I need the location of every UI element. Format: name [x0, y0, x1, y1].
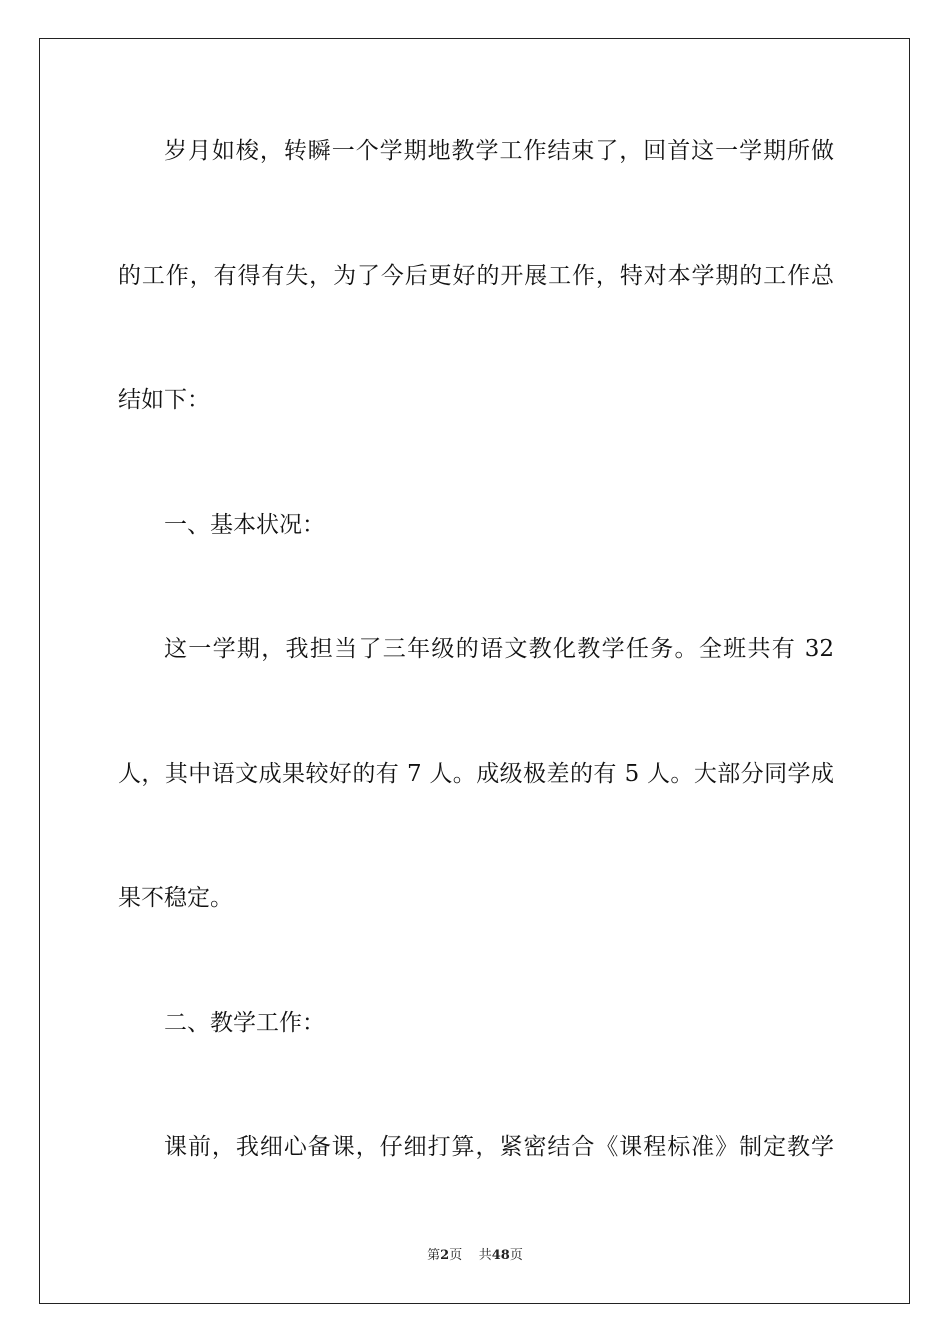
footer-total-suffix: 页 [509, 1248, 523, 1263]
footer-page-number: 2 [440, 1248, 450, 1263]
page-border [39, 38, 910, 1304]
paragraph-line-1: 岁月如梭，转瞬一个学期地教学工作结束了，回首这一学期所做 [164, 138, 834, 164]
paragraph-line-5: 人，其中语文成果较好的有 7 人。成级极差的有 5 人。大部分同学成 [118, 761, 834, 787]
paragraph-line-4: 这一学期，我担当了三年级的语文教化教学任务。全班共有 32 [164, 636, 834, 662]
footer-total-pages: 48 [491, 1248, 510, 1263]
section-heading-1: 一、基本状况： [164, 512, 325, 538]
footer-page-prefix: 第 [427, 1248, 441, 1263]
footer-page-suffix: 页 [449, 1248, 463, 1263]
paragraph-line-2: 的工作，有得有失，为了今后更好的开展工作，特对本学期的工作总 [118, 263, 834, 289]
paragraph-line-6: 果不稳定。 [118, 885, 233, 911]
section-heading-2: 二、教学工作： [164, 1010, 325, 1036]
page-footer [0, 1244, 950, 1263]
footer-total-prefix: 共 [478, 1248, 492, 1263]
paragraph-line-7: 课前，我细心备课，仔细打算，紧密结合《课程标准》制定教学 [164, 1134, 834, 1160]
paragraph-line-3: 结如下： [118, 387, 210, 413]
